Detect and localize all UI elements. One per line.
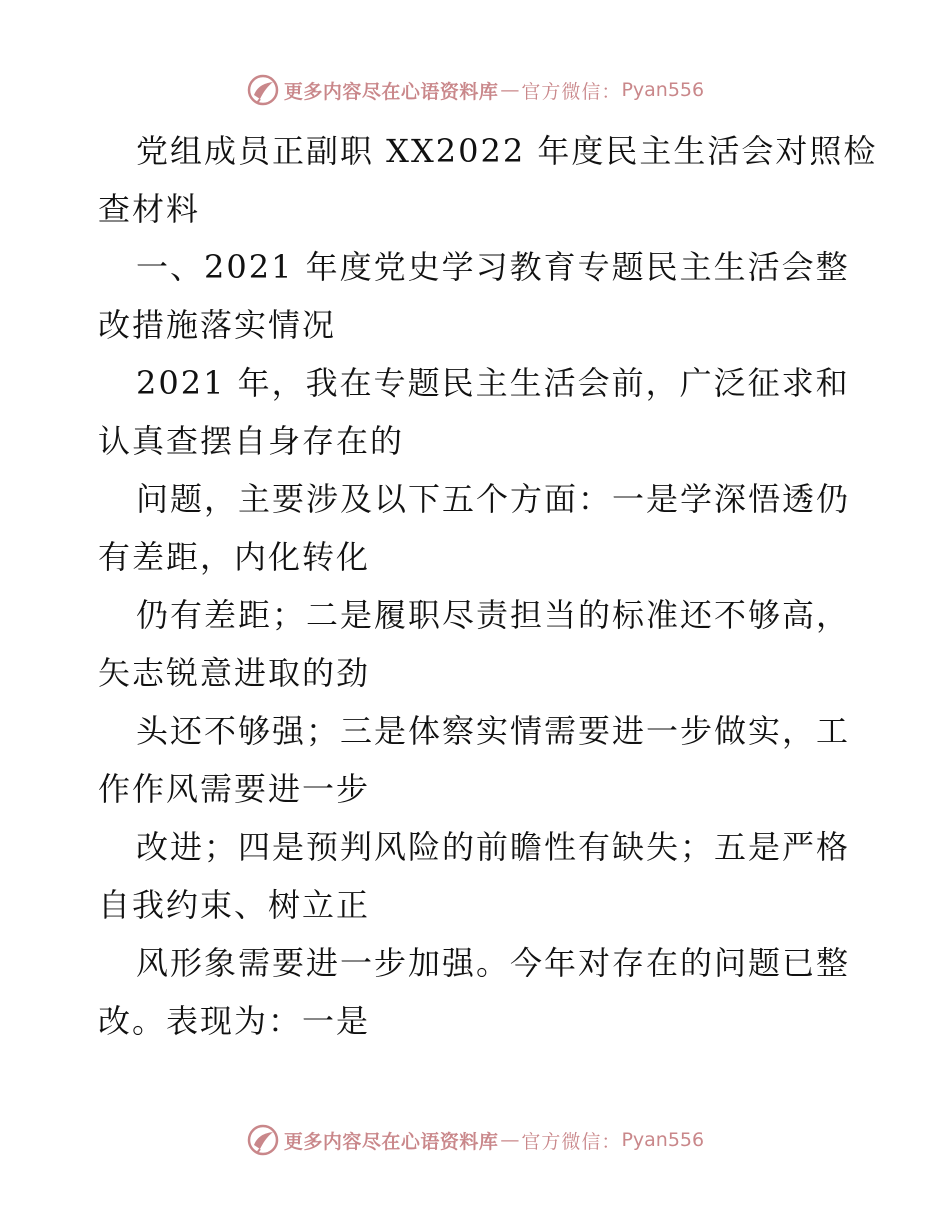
title-line: 查材料 [98,190,201,228]
title-line: 党组成员正副职 XX2022 年度民主生活会对照检 [136,132,878,170]
watermark-brand: 更多内容尽在心语资料库 [283,1130,499,1153]
watermark-wechat-id: Pyan556 [621,1129,705,1151]
paragraph-line: 问题，主要涉及以下五个方面：一是学深悟透仍 [136,480,851,518]
paragraph-line: 有差距，内化转化 [98,538,371,576]
paragraph-line: 2021 年，我在专题民主生活会前，广泛征求和 [136,364,850,402]
paragraph-line: 风形象需要进一步加强。今年对存在的问题已整 [136,944,851,982]
section-heading-line: 改措施落实情况 [98,306,337,344]
section-heading-line: 一、2021 年度党史学习教育专题民主生活会整 [136,248,850,286]
paragraph-line: 头还不够强；三是体察实情需要进一步做实，工 [136,712,851,750]
brand-logo-icon [246,1123,280,1157]
paragraph-line: 改进；四是预判风险的前瞻性有缺失；五是严格 [136,828,851,866]
footer-watermark [0,1120,950,1160]
header-watermark [0,70,950,110]
document-body [98,122,878,1050]
watermark-wechat-label: 官方微信： [521,80,622,103]
paragraph-line: 仍有差距；二是履职尽责担当的标准还不够高， [136,596,851,634]
brand-logo-icon [246,73,280,107]
paragraph-line: 自我约束、树立正 [98,886,371,924]
paragraph-line: 改。表现为：一是 [98,1002,371,1040]
paragraph-line: 认真查摆自身存在的 [98,422,405,460]
watermark-brand: 更多内容尽在心语资料库 [283,80,499,103]
watermark-dash: — [500,79,520,101]
watermark-dash: — [500,1129,520,1151]
watermark-wechat-id: Pyan556 [621,79,705,101]
paragraph-line: 矢志锐意进取的劲 [98,654,371,692]
paragraph-line: 作作风需要进一步 [98,770,371,808]
watermark-wechat-label: 官方微信： [521,1130,622,1153]
